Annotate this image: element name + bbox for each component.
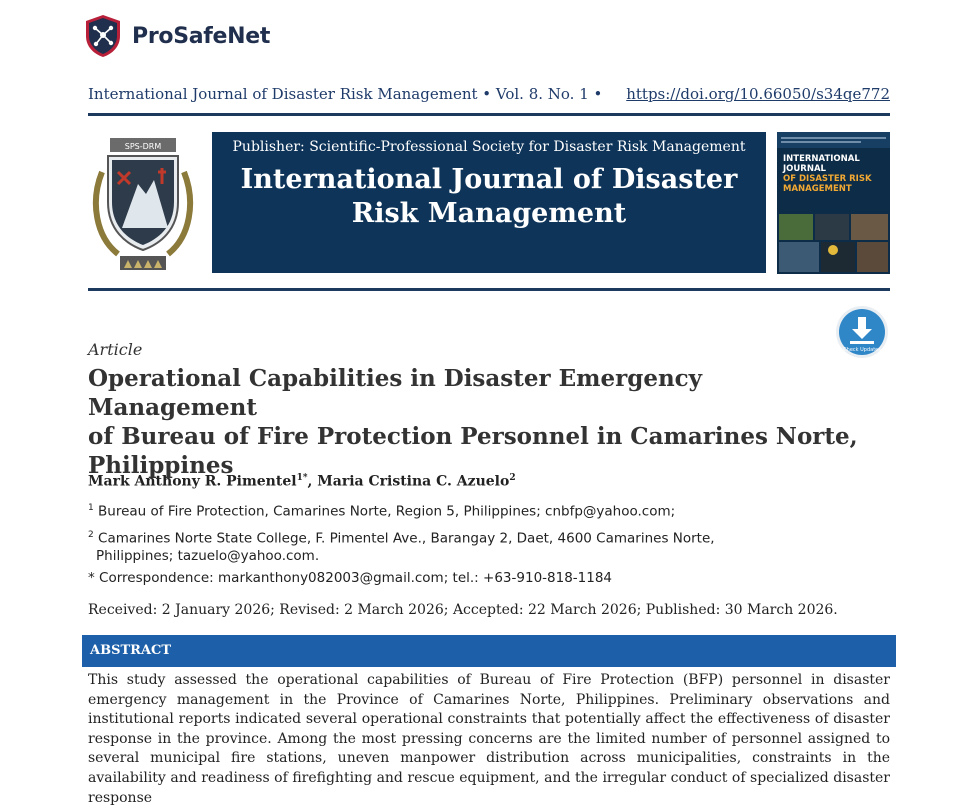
brand-name: ProSafeNet [132, 23, 271, 49]
author-list [88, 473, 516, 490]
abstract-heading: ABSTRACT [90, 643, 172, 658]
author-name: Mark Anthony R. Pimentel [88, 473, 297, 490]
cover-title-line3: MANAGEMENT [783, 184, 852, 194]
check-updates-label: Check Updates [843, 347, 881, 353]
article-title-line1: Operational Capabilities in Disaster Emergency Management [88, 365, 703, 421]
cover-title [783, 154, 887, 194]
journal-banner [212, 132, 766, 273]
abstract-heading-bar [82, 635, 896, 667]
header-divider [88, 113, 890, 116]
author-affiliation-marker: 2 [509, 473, 516, 483]
journal-title-line2: Risk Management [351, 198, 627, 229]
sps-drm-emblem-icon [88, 132, 198, 274]
correspondence: * Correspondence: markanthony082003@gmail.com; tel.: +63-910-818-1184 [88, 570, 613, 586]
article-type: Article [88, 340, 143, 359]
journal-title [212, 163, 766, 231]
affiliation-2 [88, 527, 848, 565]
emblem-ribbon-text: SPS-DRM [124, 142, 162, 151]
affiliation-1 [88, 500, 848, 521]
journal-citation-line [88, 85, 890, 103]
cover-title-line2: OF DISASTER RISK [783, 174, 872, 184]
affiliation-marker: 2 [88, 530, 94, 540]
check-updates-icon[interactable] [835, 305, 889, 359]
article-title-line3: Philippines [88, 452, 234, 479]
doi-link[interactable]: https://doi.org/10.66050/s34qe772 [626, 85, 890, 103]
banner-divider [88, 288, 890, 291]
affiliation-marker: 1 [88, 503, 94, 513]
cover-title-line1: INTERNATIONAL JOURNAL [783, 154, 860, 174]
article-title-line2: of Bureau of Fire Protection Personnel in Camarines Norte, [88, 423, 858, 450]
article-title [88, 364, 858, 480]
journal-volume-text: International Journal of Disaster Risk Management • Vol. 8. No. 1 • [88, 85, 603, 103]
publication-dates: Received: 2 January 2026; Revised: 2 March 2026; Accepted: 22 March 2026; Published: 30 March 2026. [88, 602, 838, 618]
journal-cover-thumbnail[interactable] [777, 132, 890, 274]
journal-title-line1: International Journal of Disaster [240, 164, 738, 195]
prosafenet-logo[interactable] [84, 14, 270, 58]
affiliation-text: Camarines Norte State College, F. Pimentel Ave., Barangay 2, Daet, 4600 Camarines Norte, [98, 530, 715, 547]
network-shield-icon [84, 14, 122, 58]
affiliation-text: Bureau of Fire Protection, Camarines Norte, Region 5, Philippines; cnbfp@yahoo.com; [98, 503, 676, 520]
affiliation-text-continued: Philippines; tazuelo@yahoo.com. [96, 547, 320, 564]
abstract-text: This study assessed the operational capabilities of Bureau of Fire Protection (BFP) personnel in disaster emergency management in the Province of Camarines Norte, Philippines. Preliminary observations and institutional reports indicated several operational constraints that potentially affect the effectiveness of disaster response in the province. Among the most pressing concerns are the limited number of personnel assigned to several municipal fire stations, uneven manpower distribution across municipalities, constraints in the availability and readiness of firefighting and rescue equipment, and the irregular conduct of specialized disaster response [88, 672, 890, 806]
author-separator: , [307, 473, 318, 490]
author-name: Maria Cristina C. Azuelo [317, 473, 510, 490]
author-affiliation-marker: 1* [296, 473, 308, 483]
publisher-text: Publisher: Scientific-Professional Society for Disaster Risk Management [232, 139, 746, 155]
